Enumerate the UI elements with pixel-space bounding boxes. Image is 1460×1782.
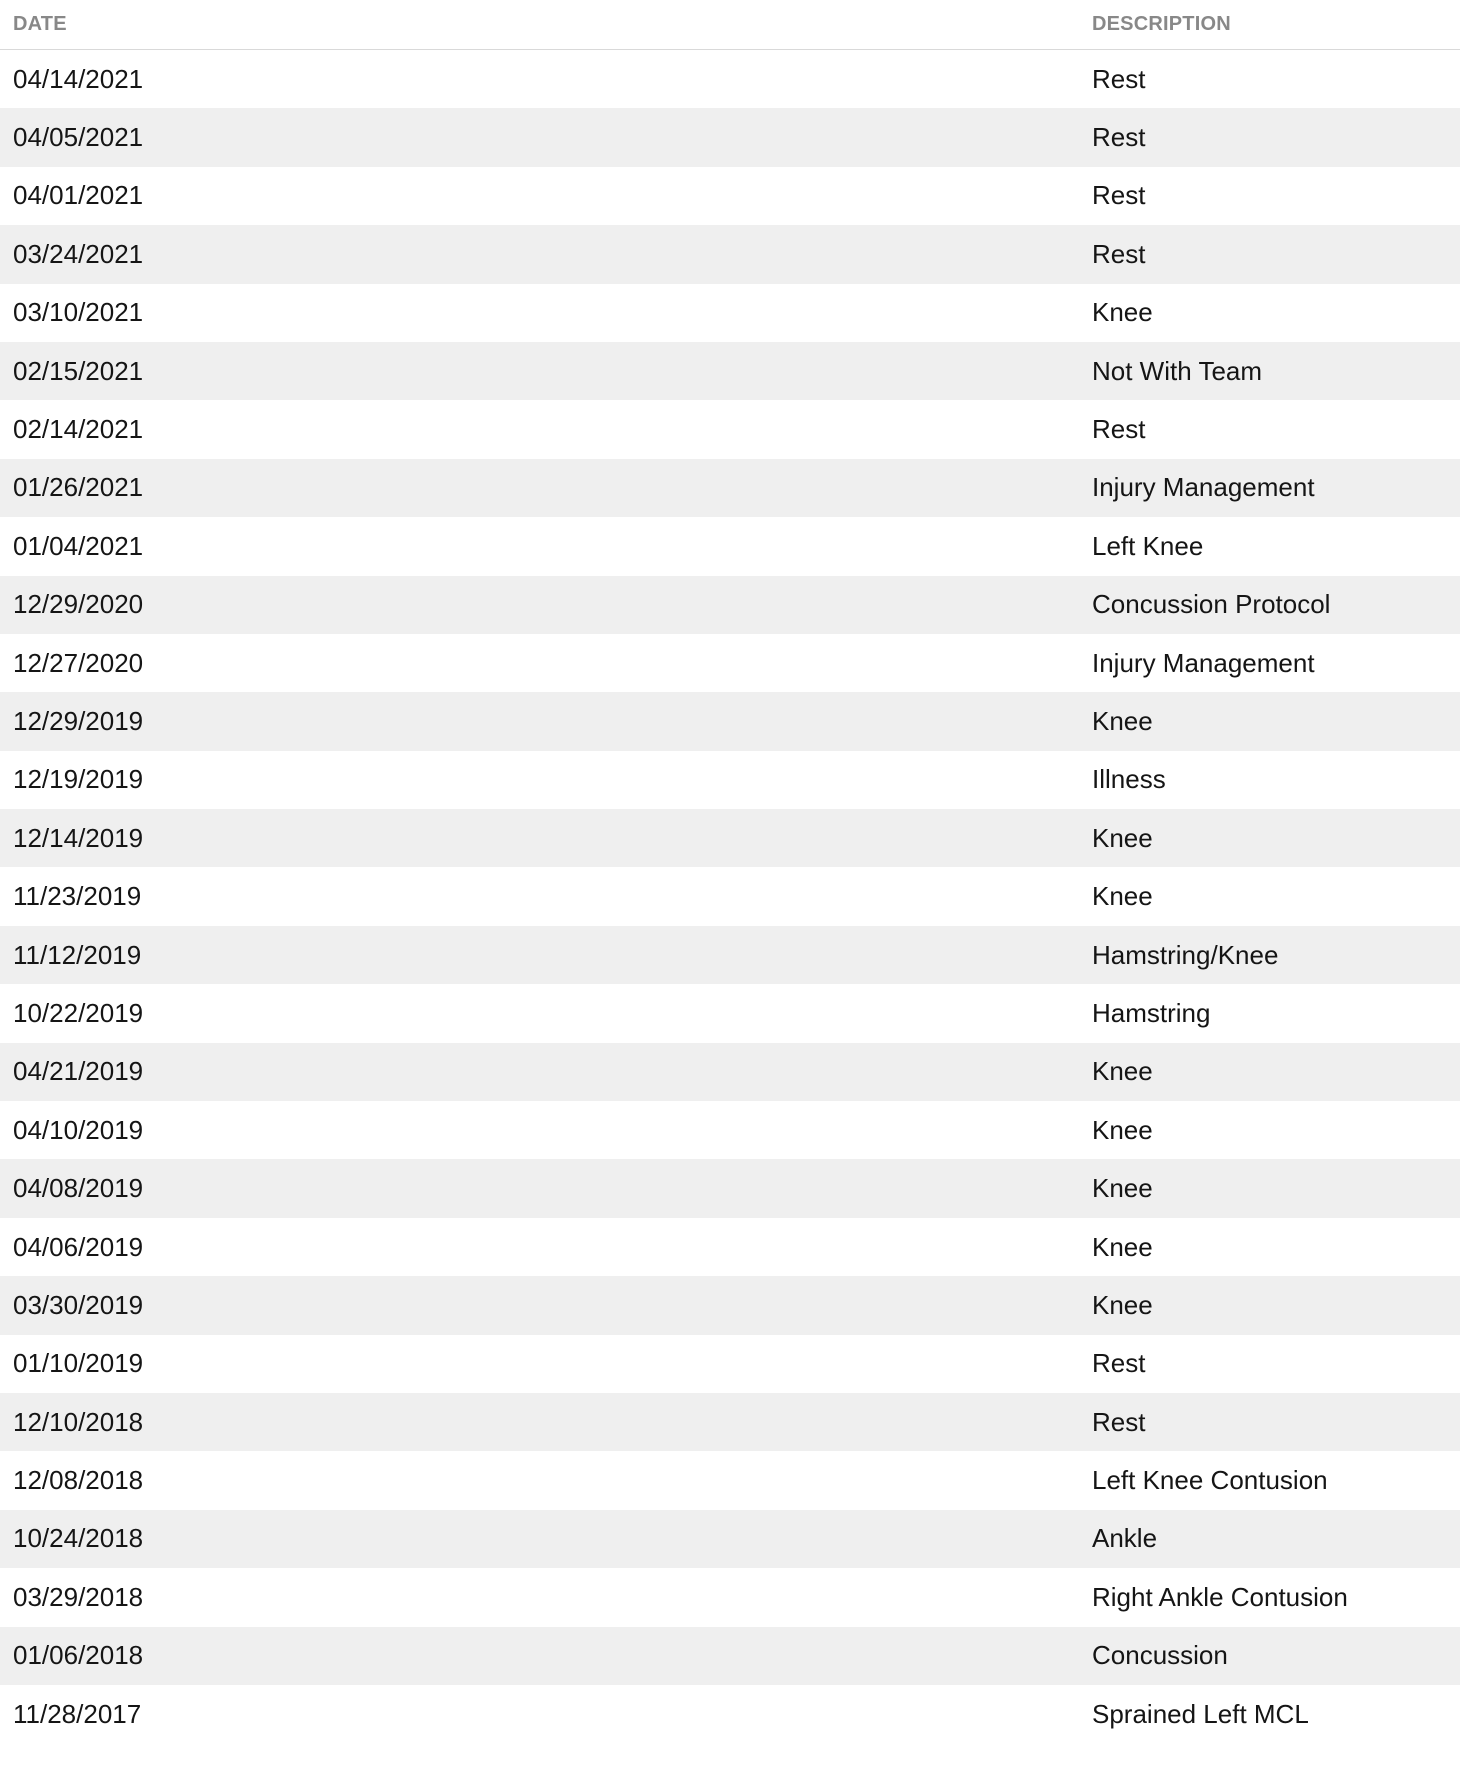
table-row (0, 1043, 1460, 1101)
description-cell: Rest (1092, 63, 1146, 94)
table-row (0, 1510, 1460, 1568)
description-cell: Rest (1092, 1406, 1146, 1437)
description-cell: Knee (1092, 822, 1153, 853)
description-cell: Knee (1092, 297, 1153, 328)
description-cell: Rest (1092, 1348, 1146, 1379)
description-cell: Knee (1092, 705, 1153, 736)
table-row (0, 1627, 1460, 1685)
date-cell: 02/15/2021 (13, 355, 144, 386)
table-row (0, 1101, 1460, 1159)
table-row (0, 50, 1460, 108)
description-cell: Knee (1092, 1056, 1153, 1087)
description-cell: Knee (1092, 1231, 1153, 1262)
date-cell: 12/19/2019 (13, 764, 144, 795)
date-cell: 03/29/2018 (13, 1581, 144, 1612)
table-row (0, 342, 1460, 400)
description-cell: Hamstring/Knee (1092, 939, 1279, 970)
date-cell: 04/08/2019 (13, 1173, 144, 1204)
date-cell: 04/21/2019 (13, 1056, 144, 1087)
date-cell: 11/23/2019 (13, 881, 142, 912)
table-row (0, 634, 1460, 692)
date-cell: 04/14/2021 (13, 63, 144, 94)
description-cell: Illness (1092, 764, 1166, 795)
date-cell: 04/05/2021 (13, 122, 144, 153)
date-cell: 12/14/2019 (13, 822, 144, 853)
date-cell: 02/14/2021 (13, 414, 144, 445)
table-row (0, 400, 1460, 458)
description-cell: Injury Management (1092, 472, 1315, 503)
table-row (0, 1685, 1460, 1743)
table-row (0, 1568, 1460, 1626)
date-cell: 12/10/2018 (13, 1406, 144, 1437)
date-cell: 04/10/2019 (13, 1114, 144, 1145)
table-row (0, 809, 1460, 867)
table-row (0, 167, 1460, 225)
table-row (0, 284, 1460, 342)
description-cell: Concussion Protocol (1092, 589, 1331, 620)
description-cell: Rest (1092, 180, 1146, 211)
table-row (0, 225, 1460, 283)
date-cell: 12/27/2020 (13, 647, 144, 678)
table-row (0, 984, 1460, 1042)
table-header-row (0, 0, 1460, 50)
table-row (0, 926, 1460, 984)
description-cell: Knee (1092, 1289, 1153, 1320)
table-row (0, 1218, 1460, 1276)
table-row (0, 692, 1460, 750)
description-cell: Hamstring (1092, 997, 1211, 1028)
description-cell: Knee (1092, 1173, 1153, 1204)
date-cell: 03/24/2021 (13, 238, 144, 269)
date-cell: 12/29/2019 (13, 705, 144, 736)
description-cell: Left Knee (1092, 530, 1204, 561)
date-cell: 04/06/2019 (13, 1231, 144, 1262)
description-cell: Knee (1092, 881, 1153, 912)
description-cell: Concussion (1092, 1640, 1228, 1671)
date-cell: 11/12/2019 (13, 939, 142, 970)
description-column-header[interactable]: DESCRIPTION (1092, 13, 1231, 35)
table-row (0, 1451, 1460, 1509)
date-cell: 12/29/2020 (13, 589, 144, 620)
description-cell: Rest (1092, 122, 1146, 153)
date-cell: 01/26/2021 (13, 472, 144, 503)
description-cell: Not With Team (1092, 355, 1263, 386)
date-column-header[interactable]: DATE (13, 13, 67, 35)
date-cell: 10/24/2018 (13, 1523, 144, 1554)
table-row (0, 1159, 1460, 1217)
date-cell: 04/01/2021 (13, 180, 144, 211)
table-row (0, 751, 1460, 809)
table-body (0, 50, 1460, 1743)
date-cell: 10/22/2019 (13, 997, 144, 1028)
date-cell: 01/04/2021 (13, 530, 144, 561)
date-cell: 01/06/2018 (13, 1640, 144, 1671)
description-cell: Knee (1092, 1114, 1153, 1145)
description-cell: Rest (1092, 238, 1146, 269)
description-cell: Left Knee Contusion (1092, 1465, 1328, 1496)
description-cell: Sprained Left MCL (1092, 1698, 1309, 1729)
description-cell: Right Ankle Contusion (1092, 1581, 1348, 1612)
description-cell: Ankle (1092, 1523, 1158, 1554)
description-cell: Rest (1092, 414, 1146, 445)
description-cell: Injury Management (1092, 647, 1315, 678)
table-row (0, 576, 1460, 634)
date-cell: 12/08/2018 (13, 1465, 144, 1496)
table-row (0, 867, 1460, 925)
date-cell: 03/10/2021 (13, 297, 144, 328)
table-row (0, 108, 1460, 166)
table-row (0, 459, 1460, 517)
date-cell: 03/30/2019 (13, 1289, 144, 1320)
table-row (0, 517, 1460, 575)
date-cell: 01/10/2019 (13, 1348, 144, 1379)
date-cell: 11/28/2017 (13, 1698, 142, 1729)
table-row (0, 1276, 1460, 1334)
table-row (0, 1335, 1460, 1393)
table-row (0, 1393, 1460, 1451)
